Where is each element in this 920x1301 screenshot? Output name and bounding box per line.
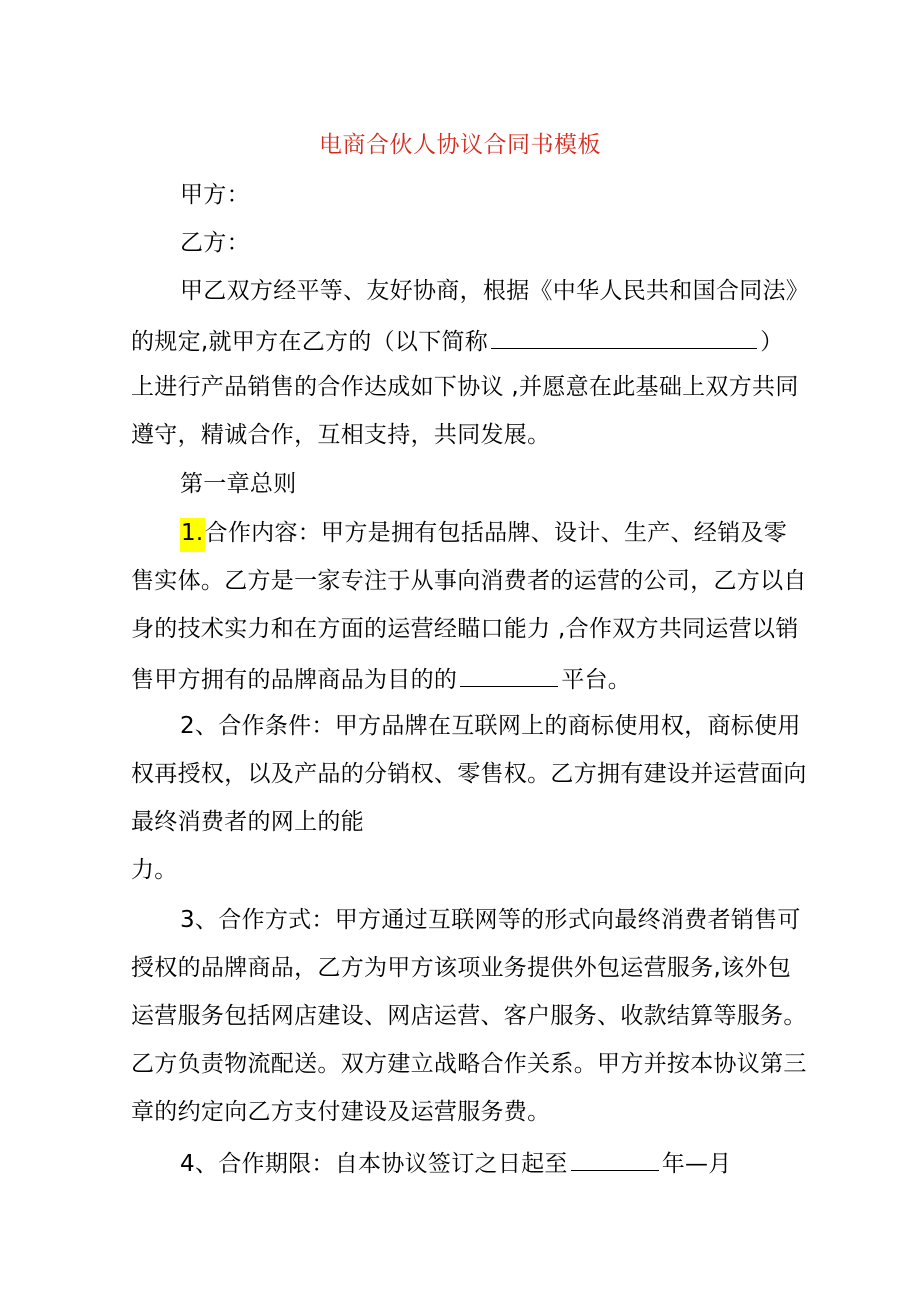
party-a-label: 甲方： [180, 182, 250, 208]
clause-1-line-1-text: 合作内容：甲方是拥有包括品牌、设计、生产、经销及零 [204, 520, 788, 546]
document-title: 电商合伙人协议合同书模板 [319, 132, 601, 158]
clause-4-line-1-end: 年—月 [661, 1151, 732, 1177]
clause-1-line-4-end: 平台。 [561, 667, 632, 693]
clause-1-line-4 [131, 660, 631, 697]
clause-2-line-4: 力。 [131, 857, 178, 883]
intro-line-3: 上进行产品销售的合作达成如下协议 ,并愿意在此基础上双方共同 [131, 374, 799, 400]
chapter-heading: 第一章总则 [180, 471, 297, 497]
clause-1-line-4-text: 售甲方拥有的品牌商品为目的的 [131, 667, 458, 693]
clause-1-line-1 [180, 516, 787, 550]
clause-2-line-2: 权再授权，以及产品的分销权、零售权。乙方拥有建设并运营面向 [131, 761, 807, 787]
clause-3-line-5: 章的约定向乙方支付建设及运营服务费。 [131, 1099, 551, 1125]
intro-line-2 [131, 322, 783, 359]
intro-line-2-close: ） [760, 329, 784, 355]
clause-3-line-1: 3、合作方式：甲方通过互联网等的形式向最终消费者销售可 [180, 907, 801, 933]
clause-4-line-1-text: 4、合作期限：自本协议签订之日起至 [180, 1151, 568, 1177]
clause-3-line-3: 运营服务包括网店建设、网店运营、客户服务、收款结算等服务。 [131, 1003, 807, 1029]
clause-2-line-1: 2、合作条件：甲方品牌在互联网上的商标使用权，商标使用 [180, 713, 801, 739]
clause-1-line-2: 售实体。乙方是一家专注于从事向消费者的运营的公司，乙方以自 [131, 568, 807, 594]
clause-1-line-3: 身的技术实力和在方面的运营经瞄口能力 ,合作双方共同运营以销 [131, 616, 799, 642]
clause-3-line-2: 授权的品牌商品，乙方为甲方该项业务提供外包运营服务,该外包 [131, 955, 792, 981]
party-b-label: 乙方： [180, 230, 250, 256]
end-year-blank [571, 1144, 659, 1171]
intro-line-4: 遵守，精诚合作，互相支持，共同发展。 [131, 422, 551, 448]
platform-blank [460, 660, 558, 687]
clause-3-line-4: 乙方负责物流配送。双方建立战略合作关系。甲方并按本协议第三 [131, 1051, 807, 1077]
intro-line-1: 甲乙双方经平等、友好协商，根据《中华人民共和国合同法》 [180, 278, 810, 304]
clause-2-line-3: 最终消费者的网上的能 [131, 809, 364, 835]
intro-line-2-text: 的规定,就甲方在乙方的（以下简称 [131, 329, 489, 355]
short-name-blank [491, 322, 757, 349]
clause-4-line-1 [180, 1144, 732, 1181]
clause-1-number: 1. [180, 518, 205, 552]
